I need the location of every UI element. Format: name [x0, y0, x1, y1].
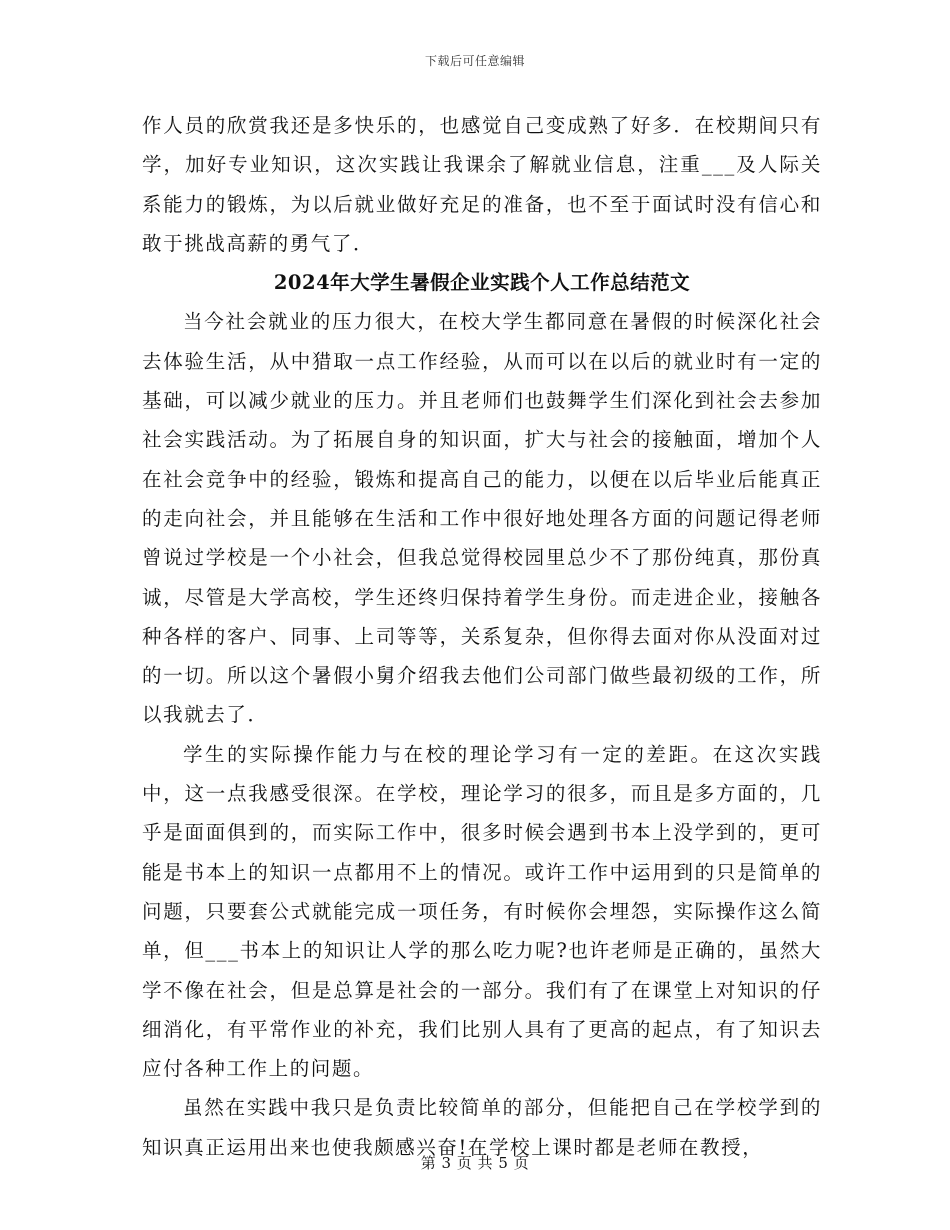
page-footer: 第 3 页 共 5 页 [420, 1154, 530, 1172]
document-title: 2024年大学生暑假企业实践个人工作总结范文 [273, 271, 691, 295]
body-paragraph-3: 虽然在实践中我只是负责比较简单的部分，但能把自己在学校学到的知识真正运用出来也使我颇感兴奋!在学校上课时都是老师在教授， [142, 1096, 822, 1159]
body-paragraph-1: 当今社会就业的压力很大，在校大学生都同意在暑假的时候深化社会去体验生活，从中猎取一点工作经验，从而可以在以后的就业时有一定的基础，可以减少就业的压力。并且老师们也鼓舞学生们深化到社会去参加社会实践活动。为了拓展自身的知识面，扩大与社会的接触面，增加个人在社会竞争中的经验，锻炼和提高自己的能力，以便在以后毕业后能真正的走向社会，并且能够在生活和工作中很好地处理各方面的问题记得老师曾说过学校是一个小社会，但我总觉得校园里总少不了那份纯真，那份真诚，尽管是大学高校，学生还终归保持着学生身份。而走进企业，接触各种各样的客户、同事、上司等等，关系复杂，但你得去面对你从没面对过的一切。所以这个暑假小舅介绍我去他们公司部门做些最初级的工作，所以我就去了． [142, 310, 822, 727]
intro-paragraph: 作人员的欣赏我还是多快乐的，也感觉自己变成熟了好多．在校期间只有学，加好专业知识，这次实践让我课余了解就业信息，注重___及人际关系能力的锻炼，为以后就业做好充足的准备，也不至于面试时没有信心和敢于挑战高薪的勇气了． [142, 114, 822, 255]
body-paragraph-2: 学生的实际操作能力与在校的理论学习有一定的差距。在这次实践中，这一点我感受很深。在学校，理论学习的很多，而且是多方面的，几乎是面面俱到的，而实际工作中，很多时候会遇到书本上没学到的，更可能是书本上的知识一点都用不上的情况。或许工作中运用到的只是简单的问题，只要套公式就能完成一项任务，有时候你会埋怨，实际操作这么简单，但___书本上的知识让人学的那么吃力呢?也许老师是正确的，虽然大学不像在社会，但是总算是社会的一部分。我们有了在课堂上对知识的仔细消化，有平常作业的补充，我们比别人具有了更高的起点，有了知识去应付各种工作上的问题。 [142, 742, 822, 1081]
page-header: 下载后可任意编辑 [424, 54, 525, 68]
document-body [142, 106, 822, 1167]
